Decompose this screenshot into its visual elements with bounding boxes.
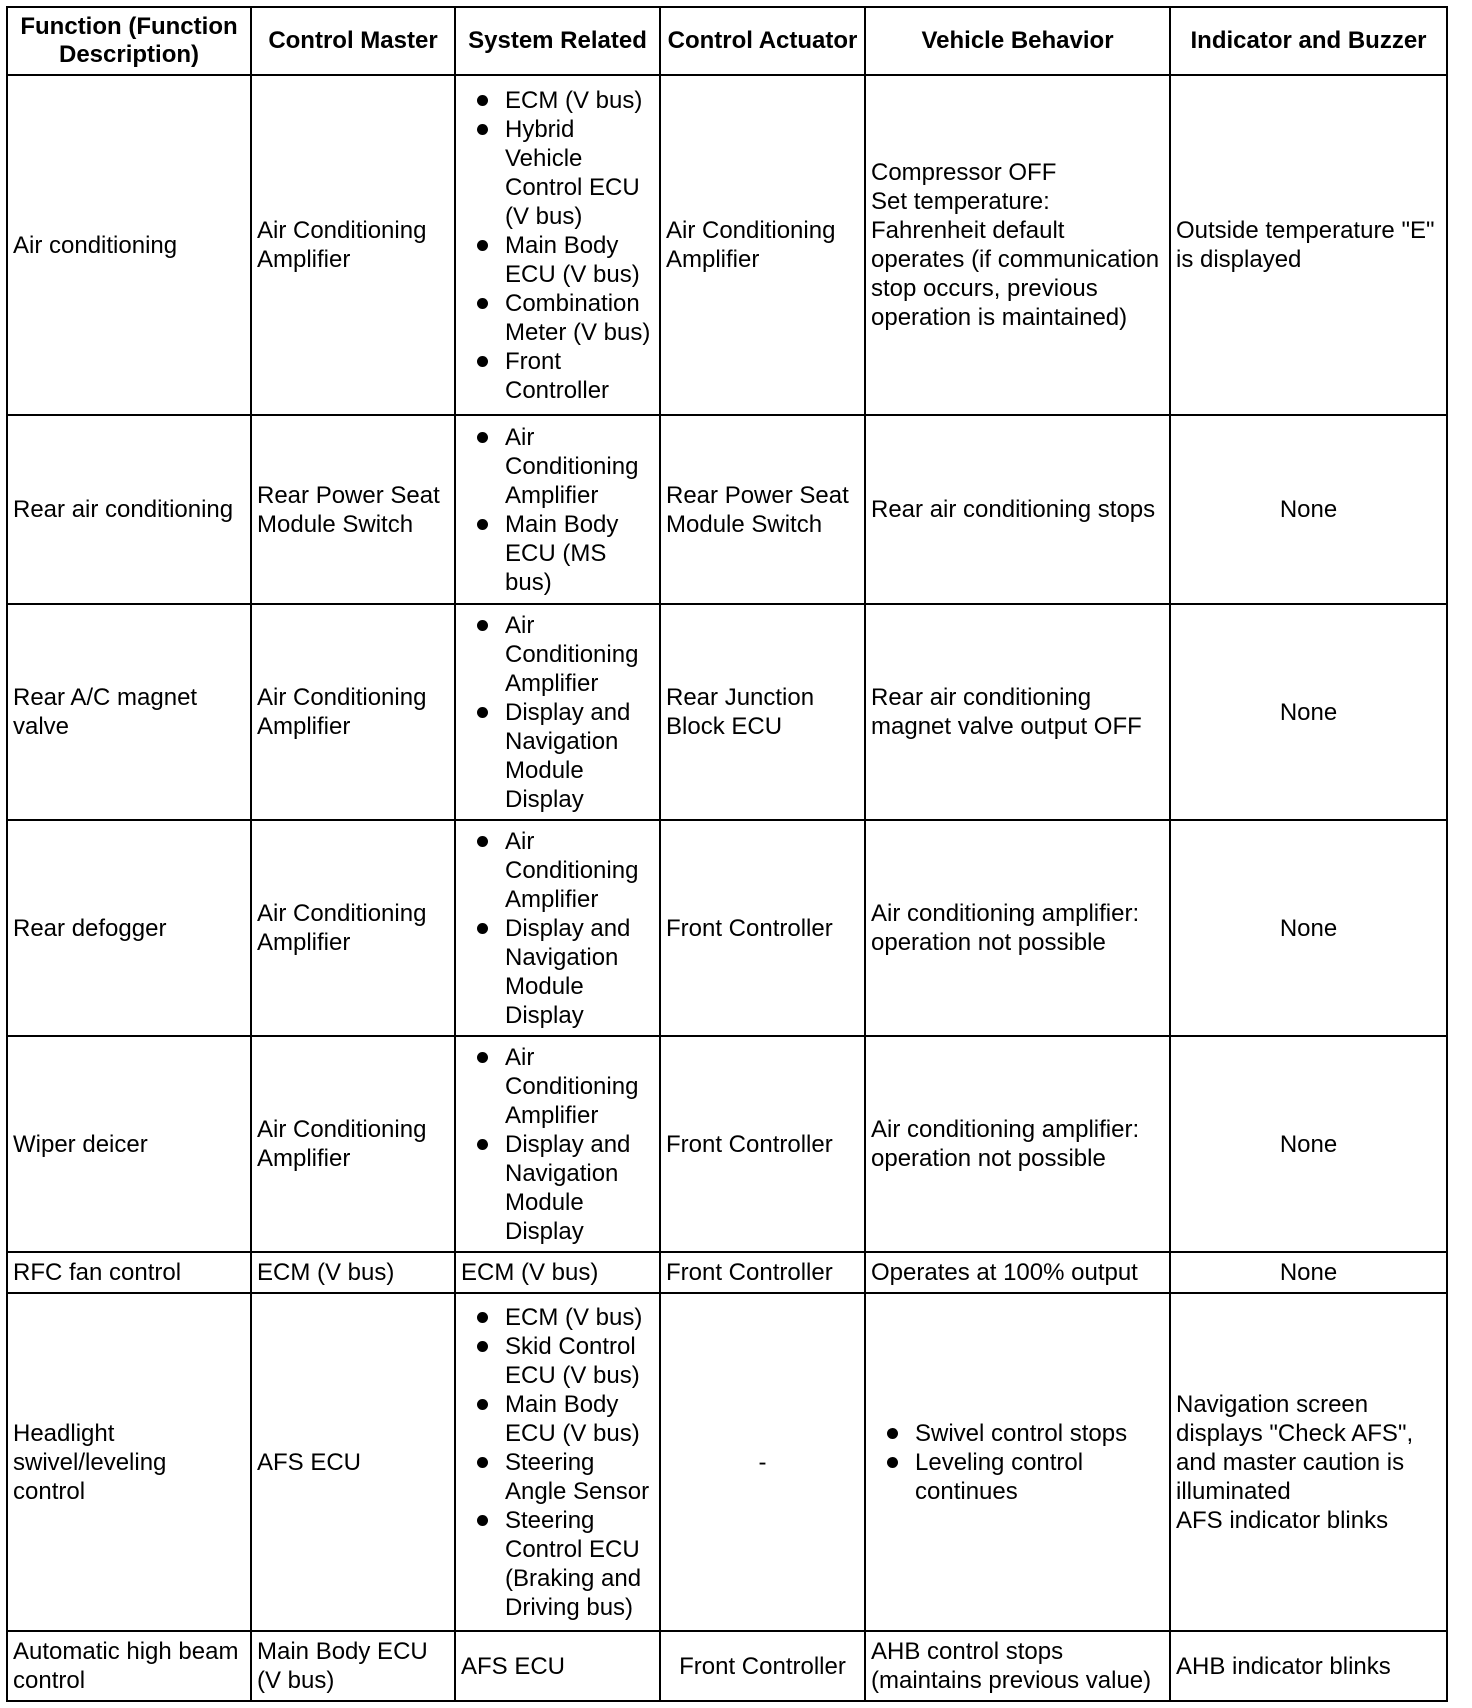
- list-item: Main Body ECU (MS bus): [461, 510, 654, 597]
- cell-control-master: Air Conditioning Amplifier: [251, 1036, 455, 1252]
- cell-indicator-buzzer: Navigation screen displays "Check AFS", and master caution is illuminated AFS indicator blinks: [1170, 1293, 1447, 1631]
- list-item: Air Conditioning Amplifier: [461, 611, 654, 698]
- cell-vehicle-behavior: AHB control stops (maintains previous value): [865, 1631, 1170, 1701]
- cell-control-actuator: -: [660, 1293, 865, 1631]
- cell-control-actuator: Rear Power Seat Module Switch: [660, 415, 865, 604]
- list-item: Air Conditioning Amplifier: [461, 1043, 654, 1130]
- cell-control-master: Main Body ECU (V bus): [251, 1631, 455, 1701]
- list-item: Main Body ECU (V bus): [461, 231, 654, 289]
- cell-indicator-buzzer: AHB indicator blinks: [1170, 1631, 1447, 1701]
- list-item: Skid Control ECU (V bus): [461, 1332, 654, 1390]
- system-related-list: [461, 1303, 654, 1622]
- cell-control-master: Rear Power Seat Module Switch: [251, 415, 455, 604]
- cell-system-related: AFS ECU: [455, 1631, 660, 1701]
- cell-function: Rear defogger: [7, 820, 251, 1036]
- cell-control-master: Air Conditioning Amplifier: [251, 820, 455, 1036]
- header-row: [7, 7, 1447, 75]
- table-row: [7, 1293, 1447, 1631]
- list-item: Leveling control continues: [871, 1448, 1164, 1506]
- cell-vehicle-behavior: Rear air conditioning stops: [865, 415, 1170, 604]
- cell-function: Wiper deicer: [7, 1036, 251, 1252]
- list-item: Steering Control ECU (Braking and Driving bus): [461, 1506, 654, 1622]
- cell-control-master: ECM (V bus): [251, 1252, 455, 1293]
- cell-system-related: [455, 604, 660, 820]
- cell-control-actuator: Air Conditioning Amplifier: [660, 75, 865, 415]
- cell-vehicle-behavior: Air conditioning amplifier: operation not possible: [865, 820, 1170, 1036]
- list-item: Combination Meter (V bus): [461, 289, 654, 347]
- system-related-list: [461, 86, 654, 405]
- cell-control-master: AFS ECU: [251, 1293, 455, 1631]
- cell-system-related: [455, 1036, 660, 1252]
- cell-function: RFC fan control: [7, 1252, 251, 1293]
- list-item: ECM (V bus): [461, 86, 654, 115]
- system-related-list: [461, 827, 654, 1030]
- table-row: [7, 604, 1447, 820]
- cell-control-actuator: Front Controller: [660, 820, 865, 1036]
- cell-control-master: Air Conditioning Amplifier: [251, 75, 455, 415]
- cell-function: Rear A/C magnet valve: [7, 604, 251, 820]
- list-item: Steering Angle Sensor: [461, 1448, 654, 1506]
- cell-function: Rear air conditioning: [7, 415, 251, 604]
- function-spec-table: [6, 6, 1448, 1702]
- table-row: [7, 1036, 1447, 1252]
- cell-system-related: [455, 415, 660, 604]
- cell-function: Automatic high beam control: [7, 1631, 251, 1701]
- cell-vehicle-behavior: [865, 1293, 1170, 1631]
- cell-control-master: Air Conditioning Amplifier: [251, 604, 455, 820]
- vehicle-behavior-list: [871, 1419, 1164, 1506]
- cell-indicator-buzzer: None: [1170, 604, 1447, 820]
- cell-indicator-buzzer: None: [1170, 415, 1447, 604]
- cell-system-related: ECM (V bus): [455, 1252, 660, 1293]
- table-row: [7, 1252, 1447, 1293]
- cell-function: Headlight swivel/leveling control: [7, 1293, 251, 1631]
- cell-vehicle-behavior: Rear air conditioning magnet valve output OFF: [865, 604, 1170, 820]
- cell-indicator-buzzer: None: [1170, 820, 1447, 1036]
- list-item: Air Conditioning Amplifier: [461, 423, 654, 510]
- col-header-system-related: System Related: [455, 7, 660, 75]
- table-row: [7, 75, 1447, 415]
- list-item: Swivel control stops: [871, 1419, 1164, 1448]
- table-row: [7, 1631, 1447, 1701]
- list-item: Main Body ECU (V bus): [461, 1390, 654, 1448]
- cell-control-actuator: Rear Junction Block ECU: [660, 604, 865, 820]
- col-header-control-actuator: Control Actuator: [660, 7, 865, 75]
- table-row: [7, 820, 1447, 1036]
- list-item: Air Conditioning Amplifier: [461, 827, 654, 914]
- col-header-control-master: Control Master: [251, 7, 455, 75]
- list-item: Display and Navigation Module Display: [461, 914, 654, 1030]
- list-item: ECM (V bus): [461, 1303, 654, 1332]
- system-related-list: [461, 423, 654, 597]
- cell-control-actuator: Front Controller: [660, 1036, 865, 1252]
- cell-vehicle-behavior: Compressor OFF Set temperature: Fahrenheit default operates (if communication stop occurs, previous operation is maintained): [865, 75, 1170, 415]
- cell-control-actuator: Front Controller: [660, 1631, 865, 1701]
- table-row: [7, 415, 1447, 604]
- list-item: Hybrid Vehicle Control ECU (V bus): [461, 115, 654, 231]
- col-header-function: Function (Function Description): [7, 7, 251, 75]
- list-item: Front Controller: [461, 347, 654, 405]
- cell-system-related: [455, 1293, 660, 1631]
- list-item: Display and Navigation Module Display: [461, 1130, 654, 1246]
- cell-system-related: [455, 75, 660, 415]
- cell-vehicle-behavior: Air conditioning amplifier: operation not possible: [865, 1036, 1170, 1252]
- cell-vehicle-behavior: Operates at 100% output: [865, 1252, 1170, 1293]
- cell-indicator-buzzer: None: [1170, 1036, 1447, 1252]
- cell-system-related: [455, 820, 660, 1036]
- cell-indicator-buzzer: Outside temperature "E" is displayed: [1170, 75, 1447, 415]
- cell-function: Air conditioning: [7, 75, 251, 415]
- list-item: Display and Navigation Module Display: [461, 698, 654, 814]
- system-related-list: [461, 611, 654, 814]
- col-header-indicator-buzzer: Indicator and Buzzer: [1170, 7, 1447, 75]
- cell-control-actuator: Front Controller: [660, 1252, 865, 1293]
- cell-indicator-buzzer: None: [1170, 1252, 1447, 1293]
- col-header-vehicle-behavior: Vehicle Behavior: [865, 7, 1170, 75]
- system-related-list: [461, 1043, 654, 1246]
